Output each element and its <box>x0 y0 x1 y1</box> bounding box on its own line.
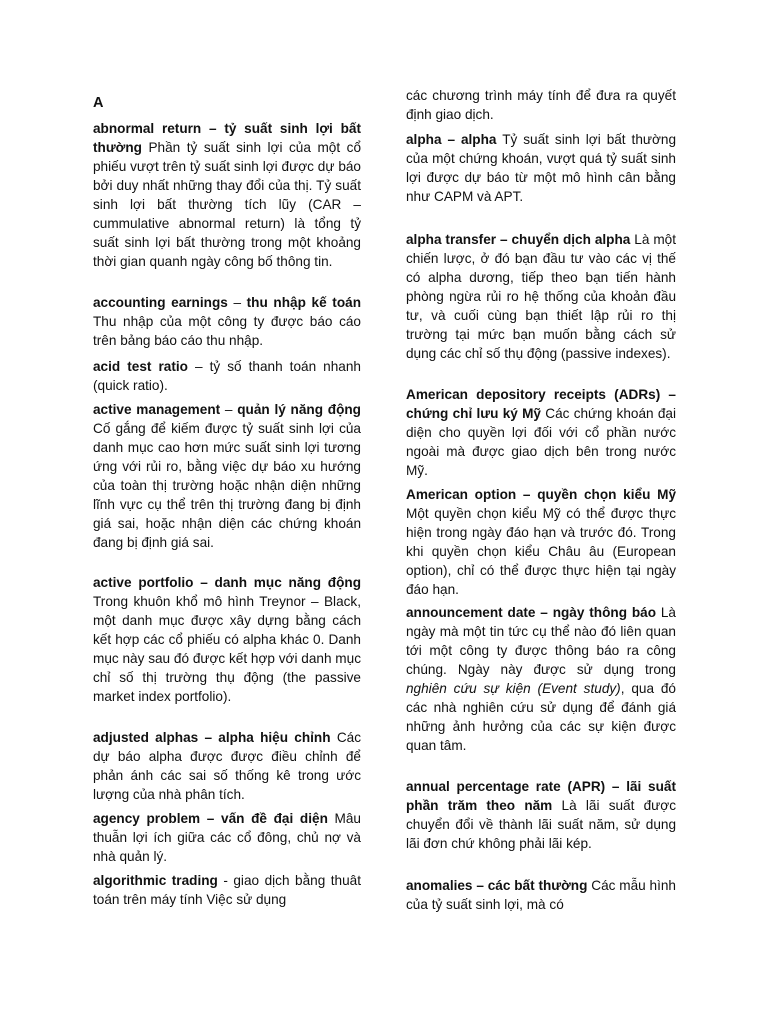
glossary-entry-abnormal-return <box>93 119 361 271</box>
entry-term: active portfolio – danh mục năng động <box>93 575 361 590</box>
entry-definition: Tỷ suất sinh lợi bất thường của một chứng khoán, vượt quá tỷ suất sinh lợi được dự báo từ một mô hình cân bằng như CAPM và APT. <box>406 132 677 204</box>
entry-term: announcement date – ngày thông báo <box>406 605 657 620</box>
entry-definition-continued: , qua đó các nhà nghiên cứu sử dụng để đánh giá những ảnh hưởng của các sự kiện được quan tâm. <box>406 681 676 753</box>
glossary-entry-continuation <box>406 86 676 124</box>
glossary-entry-anomalies <box>406 876 676 914</box>
entry-definition: Các dự báo alpha được được điều chỉnh để phản ánh các sai số thống kê trong ước lượng của nhà phân tích. <box>93 730 361 802</box>
glossary-entry-adjusted-alphas <box>93 728 361 804</box>
entry-term: abnormal return – tỷ suất sinh lợi bất thường <box>93 121 361 155</box>
entry-dash: – <box>220 402 238 417</box>
glossary-entry-acid-test-ratio <box>93 357 361 395</box>
glossary-entry-adrs <box>406 385 676 480</box>
entry-term: anomalies – các bất thường <box>406 878 588 893</box>
entry-definition: Các chứng khoán đại diện cho quyền lợi đối với cổ phần nước ngoài mà được giao dịch bên trong nước Mỹ. <box>406 406 676 478</box>
entry-term: alpha transfer – chuyển dịch alpha <box>406 232 631 247</box>
entry-definition: Trong khuôn khổ mô hình Treynor – Black, một danh mục được xây dựng bằng cách kết hợp các cổ phiếu có alpha khác 0. Danh mục này sau đó được kết hợp với danh mục chỉ số thị trường thụ động (the passive market index portfolio). <box>93 594 361 704</box>
glossary-entry-accounting-earnings <box>93 293 361 350</box>
entry-definition: Mâu thuẫn lợi ích giữa các cổ đông, chủ nợ và nhà quản lý. <box>93 811 361 864</box>
glossary-entry-alpha-transfer <box>406 230 676 363</box>
glossary-entry-announcement-date <box>406 603 676 755</box>
entry-definition: Là lãi suất được chuyển đổi về thành lãi suất năm, sử dụng lãi đơn chứ không phải lãi kép. <box>406 798 676 851</box>
entry-definition: các chương trình máy tính để đưa ra quyết định giao dịch. <box>406 88 676 122</box>
entry-definition-emphasis: nghiên cứu sự kiện (Event study) <box>406 681 621 696</box>
entry-definition: Một quyền chọn kiểu Mỹ có thể được thực hiện trong ngày đáo hạn và trước đó. Trong khi quyền chọn kiểu Châu âu (European option), chỉ có thể được thực hiện tại ngày đáo hạn. <box>406 506 676 597</box>
entry-term-vi: quản lý năng động <box>237 402 361 417</box>
glossary-entry-algorithmic-trading <box>93 871 361 909</box>
entry-term: adjusted alphas – alpha hiệu chỉnh <box>93 730 331 745</box>
entry-term: American depository receipts (ADRs) – chứng chỉ lưu ký Mỹ <box>406 387 676 421</box>
entry-definition: Là ngày mà một tin tức cụ thể nào đó liên quan tới một công ty được thông báo ra công chúng. Ngày này được sử dụng trong <box>406 605 676 677</box>
entry-term-en: accounting earnings <box>93 295 228 310</box>
glossary-entry-agency-problem <box>93 809 361 866</box>
glossary-entry-alpha <box>406 130 676 206</box>
entry-dash: – <box>227 295 247 310</box>
entry-definition: tỷ số thanh toán nhanh (quick ratio). <box>93 359 361 393</box>
entry-term-vi: thu nhập kế toán <box>246 295 362 310</box>
entry-term: annual percentage rate (APR) – lãi suất phần trăm theo năm <box>406 779 676 813</box>
entry-term-en: active management <box>93 402 221 417</box>
glossary-entry-active-management <box>93 400 361 552</box>
entry-term: alpha – alpha <box>406 132 497 147</box>
entry-definition: Các mẫu hình của tỷ suất sinh lợi, mà có <box>406 878 676 912</box>
entry-separator <box>552 798 561 813</box>
entry-separator <box>328 811 335 826</box>
entry-definition: Thu nhập của một công ty được báo cáo trên bảng báo cáo thu nhập. <box>93 314 361 348</box>
entry-definition: Phần tỷ suất sinh lợi của một cổ phiếu vượt trên tỷ suất sinh lợi được dự báo bởi duy nhất những thay đổi của thị. Tỷ suất sinh lợi bất thường tích lũy (CAR – cummulative abnormal return) là tổng tỷ suất sinh lợi bất thường trong một khoảng thời gian quanh ngày công bố thông tin. <box>93 140 362 269</box>
section-letter: A <box>93 95 104 111</box>
glossary-entry-active-portfolio <box>93 573 361 706</box>
entry-term: acid test ratio <box>93 359 188 374</box>
entry-term: algorithmic trading <box>93 873 218 888</box>
entry-definition: giao dịch bằng thuât toán trên máy tính Việc sử dụng <box>93 873 361 907</box>
entry-separator: - <box>217 873 234 888</box>
glossary-entry-american-option <box>406 485 676 599</box>
entry-separator: – <box>187 359 210 374</box>
entry-definition: Cố gắng để kiếm được tỷ suất sinh lợi của danh mục cao hơn mức suất sinh lợi tương ứng với rủi ro, bằng việc dự báo xu hướng của toàn thị trường hoặc nhận diện những lĩnh vực cụ thể trên thị trường đang bị định giá sai, hoặc nhận diện các chứng khoán đang bị định giá sai. <box>93 421 361 550</box>
glossary-entry-apr <box>406 777 676 853</box>
entry-term: American option – quyền chọn kiểu Mỹ <box>406 487 676 502</box>
entry-definition: Là một chiến lược, ở đó bạn đầu tư vào các vị thế có alpha dương, tiếp theo bạn tiến hành phòng ngừa rủi ro hệ thống của khoản đầu tư, và cuối cùng bạn thiết lập rủi ro thị trường tại mức bạn muốn bằng cách sử dụng các chỉ số thụ động (passive indexes). <box>406 232 677 361</box>
entry-term: agency problem – vấn đề đại diện <box>93 811 328 826</box>
